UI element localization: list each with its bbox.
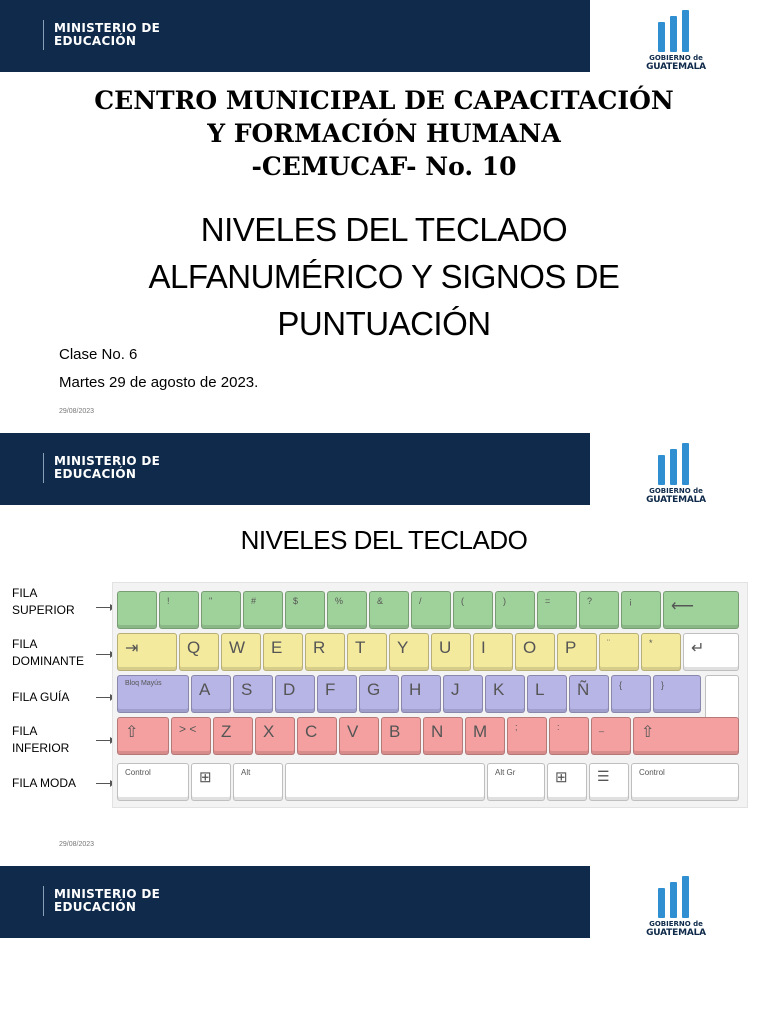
key-lower-row-label: M [473, 722, 488, 741]
tab-key-label: ⇥ [125, 640, 139, 657]
key-top [495, 591, 535, 629]
enter-key [683, 633, 739, 671]
slide-1 [0, 0, 768, 430]
footer-date: 29/08/2023 [59, 408, 95, 415]
key-lower-row [507, 717, 547, 755]
key-guide-row [569, 675, 609, 713]
windows-icon-label: ⊞ [555, 769, 568, 786]
row-label-top: FILA SUPERIOR [12, 586, 75, 617]
key-guide-row-label: Ñ [577, 680, 590, 699]
key-top-label: / [419, 596, 422, 606]
shift-key-label: ⇧ [125, 724, 139, 741]
key-top-label: # [251, 596, 257, 606]
key-guide-row-label: S [241, 680, 253, 699]
key-upper-row [641, 633, 681, 671]
key-top-label: $ [293, 596, 299, 606]
key-upper-row-label: E [271, 638, 283, 657]
menu-icon [589, 763, 629, 801]
key-lower-row [297, 717, 337, 755]
key-lower-row-label: C [305, 722, 318, 741]
key-upper-row [389, 633, 429, 671]
key-lower-row-label: B [389, 722, 401, 741]
backspace-key [663, 591, 739, 629]
tab-key [117, 633, 177, 671]
key-top-label: = [545, 596, 551, 606]
class-number: Clase No. 6 [59, 346, 138, 363]
logo-text-top: GOBIERNO de [649, 487, 703, 495]
caps-lock-key [117, 675, 189, 713]
key-guide-row [611, 675, 651, 713]
key-lower-row-label: X [263, 722, 275, 741]
slide-2-title: NIVELES DEL TECLADO [240, 525, 528, 555]
key-top [453, 591, 493, 629]
key-lower-row-label: Z [221, 722, 232, 741]
key-guide-row-label: { [619, 680, 623, 690]
key-top-label: % [335, 596, 344, 606]
caps-lock-key-label: Bloq Mayús [125, 680, 162, 687]
logo-text-bottom: GUATEMALA [646, 928, 706, 938]
key-guide-row-label: G [367, 680, 381, 699]
banner-divider [43, 886, 44, 916]
shift-key-right [633, 717, 739, 755]
key-upper-row [557, 633, 597, 671]
key-lower-row-label: > < [179, 722, 197, 736]
logo-bars-icon [654, 10, 694, 52]
key-upper-row-label: I [481, 638, 486, 657]
menu-icon-label: ☰ [597, 768, 610, 784]
header-banner [0, 0, 590, 72]
control-key-right [631, 763, 739, 801]
key-guide-row-label: J [451, 680, 460, 699]
key-guide-row-label: H [409, 680, 422, 699]
key-guide-row [191, 675, 231, 713]
main-title: NIVELES DEL TECLADO ALFANUMÉRICO Y SIGNOS DE PUNTUACIÓN [148, 211, 620, 342]
alt-key-label: Alt [241, 768, 251, 777]
key-lower-row-label: : [557, 722, 560, 732]
key-upper-row-label: R [313, 638, 326, 657]
key-top [327, 591, 367, 629]
key-lower-row [423, 717, 463, 755]
key-top [285, 591, 325, 629]
key-lower-row [381, 717, 421, 755]
key-top-label: ¡ [629, 596, 632, 606]
key-top-label: ? [587, 596, 593, 606]
key-lower-row [339, 717, 379, 755]
key-top [159, 591, 199, 629]
key-upper-row [263, 633, 303, 671]
ministry-label: MINISTERIO DE EDUCACIÓN [54, 887, 161, 914]
key-top [201, 591, 241, 629]
logo-text-top: GOBIERNO de [649, 54, 703, 62]
key-guide-row [359, 675, 399, 713]
key-guide-row [653, 675, 701, 713]
key-guide-row [275, 675, 315, 713]
shift-key-right-label: ⇧ [641, 724, 655, 741]
key-top [579, 591, 619, 629]
key-guide-row-label: } [661, 680, 665, 690]
key-guide-row-label: F [325, 680, 336, 699]
key-guide-row [485, 675, 525, 713]
key-top [621, 591, 661, 629]
key-lower-row-label: V [347, 722, 359, 741]
key-lower-row [255, 717, 295, 755]
alt-key [233, 763, 283, 801]
class-date: Martes 29 de agosto de 2023. [59, 374, 259, 391]
key-upper-row-label: Y [397, 638, 409, 657]
key-lower-row [465, 717, 505, 755]
key-upper-row-label: Q [187, 638, 201, 657]
key-lower-row [171, 717, 211, 755]
row-label-guide: FILA GUÍA [12, 690, 70, 704]
key-upper-row [221, 633, 261, 671]
logo-text-top: GOBIERNO de [649, 920, 703, 928]
key-guide-row [401, 675, 441, 713]
key-guide-row [233, 675, 273, 713]
key-upper-row-label: O [523, 638, 537, 657]
key-upper-row [347, 633, 387, 671]
key-top-label: " [209, 596, 213, 606]
key-guide-row-label: D [283, 680, 296, 699]
key-upper-row [179, 633, 219, 671]
space-key [285, 763, 485, 801]
key-top-label: ( [461, 596, 464, 606]
key-top [369, 591, 409, 629]
key-top-label: & [377, 596, 384, 606]
enter-key-label: ↵ [691, 640, 705, 657]
key-upper-row [305, 633, 345, 671]
slide-3 [0, 866, 768, 1024]
key-top-label: ) [503, 596, 506, 606]
key-top [117, 591, 157, 629]
key-guide-row-label: A [199, 680, 211, 699]
control-key-right-label: Control [639, 768, 665, 777]
logo-bars-icon [654, 876, 694, 918]
key-lower-row [549, 717, 589, 755]
key-guide-row-label: K [493, 680, 505, 699]
key-guide-row [527, 675, 567, 713]
footer-date-2: 29/08/2023 [59, 841, 95, 848]
key-top [537, 591, 577, 629]
logo-text-bottom: GUATEMALA [646, 495, 706, 505]
key-upper-row-label: * [649, 638, 653, 648]
government-logo [636, 443, 716, 505]
key-lower-row-label: ; [515, 722, 518, 732]
key-guide-row-label: L [535, 680, 545, 699]
banner-divider [43, 20, 44, 50]
logo-text-bottom: GUATEMALA [646, 62, 706, 72]
row-label-home-upper: FILA DOMINANTE [12, 637, 84, 668]
key-upper-row [431, 633, 471, 671]
keyboard-diagram [112, 582, 748, 808]
key-upper-row [515, 633, 555, 671]
ministry-label: MINISTERIO DE EDUCACIÓN [54, 454, 161, 481]
center-title: CENTRO MUNICIPAL DE CAPACITACIÓN Y FORMACIÓN HUMANA -CEMUCAF- No. 10 [94, 86, 674, 181]
key-lower-row-label: _ [599, 722, 605, 732]
row-label-lower: FILA INFERIOR [12, 724, 70, 755]
key-upper-row-label: T [355, 638, 366, 657]
altgr-key [487, 763, 545, 801]
key-guide-row [443, 675, 483, 713]
key-upper-row [599, 633, 639, 671]
logo-bars-icon [654, 443, 694, 485]
key-upper-row-label: P [565, 638, 577, 657]
control-key [117, 763, 189, 801]
key-top [243, 591, 283, 629]
banner-divider [43, 453, 44, 483]
government-logo [636, 876, 716, 938]
key-upper-row-label: U [439, 638, 452, 657]
windows-icon [191, 763, 231, 801]
key-upper-row-label: W [229, 638, 246, 657]
ministry-label: MINISTERIO DE EDUCACIÓN [54, 21, 161, 48]
backspace-key-label: ⟵ [671, 598, 694, 615]
key-upper-row-label: ¨ [607, 638, 610, 648]
government-logo [636, 10, 716, 72]
key-lower-row-label: N [431, 722, 444, 741]
control-key-label: Control [125, 768, 151, 777]
key-upper-row [473, 633, 513, 671]
row-label-mode: FILA MODA [12, 776, 77, 790]
key-top-label: ! [167, 596, 170, 606]
key-lower-row [213, 717, 253, 755]
header-banner [0, 433, 590, 505]
key-lower-row [591, 717, 631, 755]
key-top [411, 591, 451, 629]
shift-key [117, 717, 169, 755]
windows-icon [547, 763, 587, 801]
windows-icon-label: ⊞ [199, 769, 212, 786]
altgr-key-label: Alt Gr [495, 768, 516, 777]
header-banner [0, 866, 590, 938]
key-guide-row [317, 675, 357, 713]
